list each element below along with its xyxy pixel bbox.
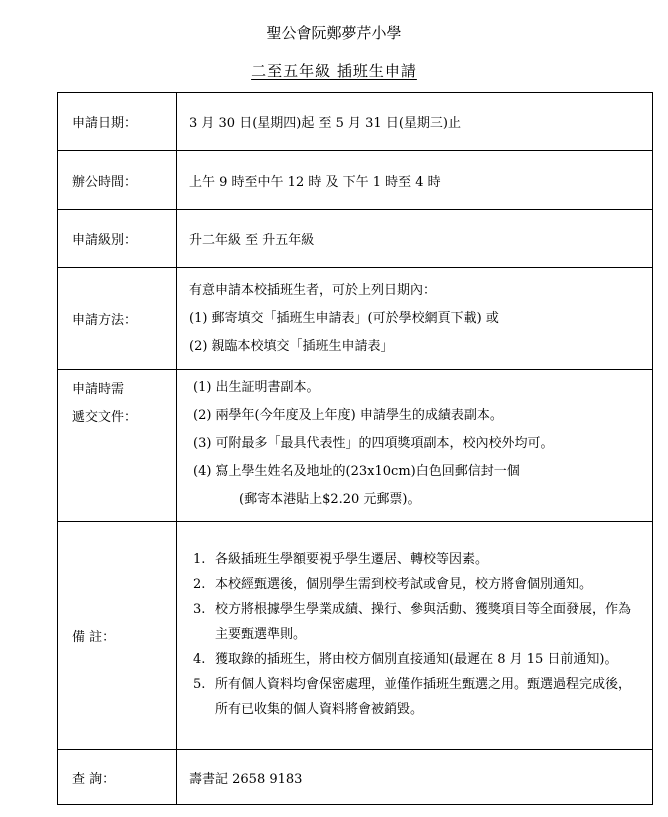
- notes-label: 備 註：: [58, 522, 177, 750]
- note-item: 1. 各級插班生學額要視乎學生遷居、轉校等因素。: [193, 552, 489, 567]
- row-application-date: [58, 93, 653, 151]
- notes-cell: [177, 522, 653, 750]
- notes-list: [183, 541, 652, 730]
- application-method-cell: [177, 268, 653, 370]
- application-method-item-2: (2) 親臨本校填交「插班生申請表」: [189, 338, 394, 354]
- documents-label-line-2: 遞交文件：: [72, 410, 138, 425]
- note-item: 4. 獲取錄的插班生，將由校方個別直接通知(最遲在 8 月 15 日前通知)。: [193, 652, 618, 667]
- row-documents: [58, 370, 653, 522]
- document-item-4-postage: (郵寄本港貼上$2.20 元郵票)。: [239, 492, 421, 507]
- application-method-intro: 有意申請本校插班生者，可於上列日期內：: [189, 282, 437, 298]
- office-hours-label: 辦公時間：: [58, 151, 177, 210]
- document-item-4: (4) 寫上學生姓名及地址的(23x10cm)白色回郵信封一個: [193, 464, 520, 479]
- document-item-2: (2) 兩學年(今年度及上年度) 申請學生的成績表副本。: [193, 408, 503, 423]
- office-hours-value: 上午 9 時至中午 12 時 及 下午 1 時至 4 時: [177, 151, 653, 210]
- grade-level-value: 升二年級 至 升五年級: [177, 210, 653, 268]
- enquiry-label: 查 詢：: [58, 750, 177, 805]
- document-item-1: (1) 出生証明書副本。: [193, 380, 320, 395]
- row-grade-level: [58, 210, 653, 268]
- application-method-label: 申請方法：: [58, 268, 177, 370]
- row-enquiry: [58, 750, 653, 805]
- application-info-table: [57, 92, 653, 805]
- school-name: 聖公會阮鄭夢芹小學: [266, 24, 402, 42]
- documents-cell: [177, 370, 653, 522]
- documents-label-line-1: 申請時需: [72, 382, 125, 397]
- documents-label: [58, 370, 177, 522]
- document-item-3: (3) 可附最多「最具代表性」的四項獎項副本，校內校外均可。: [193, 436, 554, 451]
- page-title: 二至五年級 插班生申請: [251, 62, 417, 80]
- grade-level-label: 申請級別：: [58, 210, 177, 268]
- note-item: 2. 本校經甄選後，個別學生需到校考試或會見，校方將會個別通知。: [193, 577, 593, 592]
- row-application-method: [58, 268, 653, 370]
- note-item: 3. 校方將根據學生學業成績、操行、參與活動、獲獎項目等全面發展，作為主要甄選準則。: [193, 602, 632, 642]
- application-method-item-1: (1) 郵寄填交「插班生申請表」(可於學校網頁下載) 或: [189, 310, 499, 326]
- row-notes: [58, 522, 653, 750]
- application-date-value: 3 月 30 日(星期四)起 至 5 月 31 日(星期三)止: [177, 93, 653, 151]
- note-item: 5. 所有個人資料均會保密處理，並僅作插班生甄選之用。甄選過程完成後，所有已收集的個人資料將會被銷毀。: [193, 677, 632, 717]
- application-date-label: 申請日期：: [58, 93, 177, 151]
- enquiry-value: 壽書記 2658 9183: [177, 750, 653, 805]
- row-office-hours: [58, 151, 653, 210]
